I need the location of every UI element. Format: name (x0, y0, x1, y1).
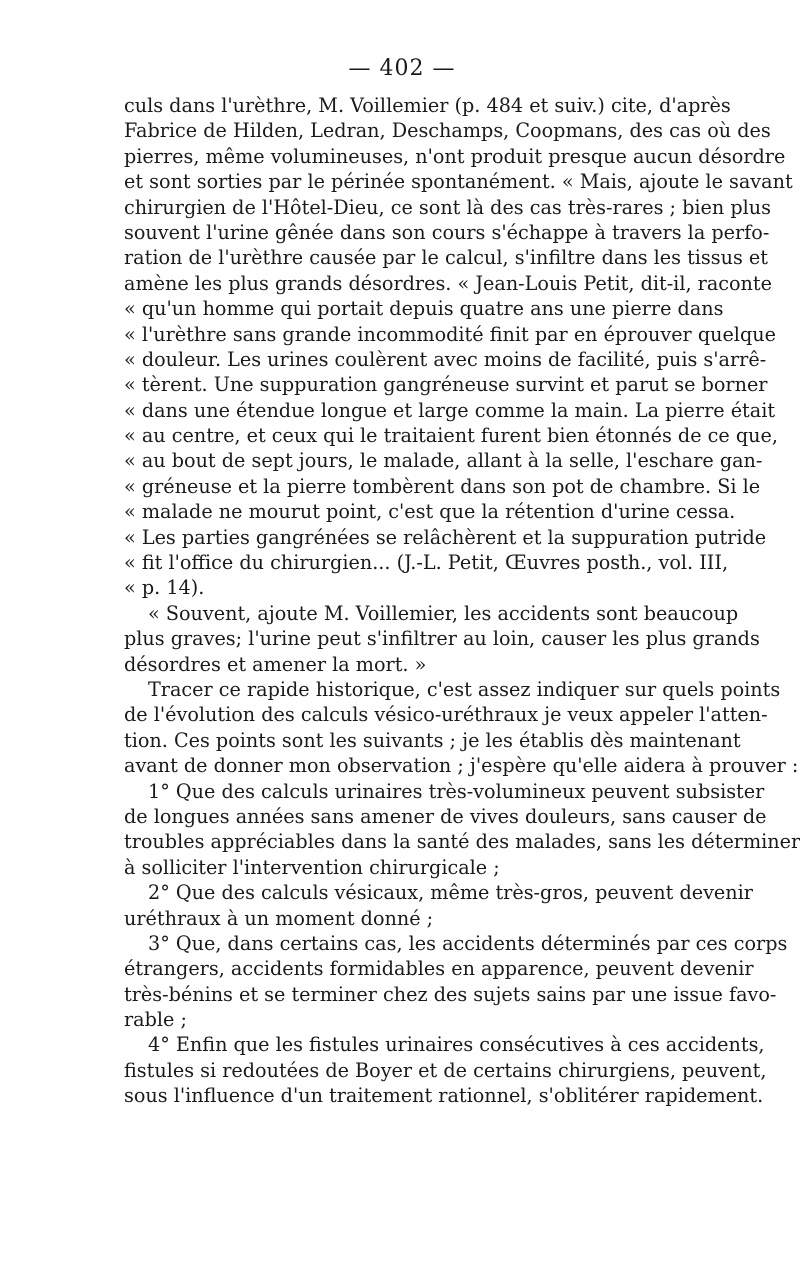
text-line: très-bénins et se terminer chez des sujets sains par une issue favo- (124, 982, 777, 1006)
text-line: chirurgien de l'Hôtel-Dieu, ce sont là des cas très-rares ; bien plus (124, 195, 771, 219)
text-line: étrangers, accidents formidables en apparence, peuvent devenir (124, 957, 754, 981)
text-line: « malade ne mourut point, c'est que la rétention d'urine cessa. (124, 500, 736, 524)
text-line: uréthraux à un moment donné ; (124, 906, 434, 930)
text-line: « dans une étendue longue et large comme la main. La pierre était (124, 398, 776, 422)
text-line: 3° Que, dans certains cas, les accidents déterminés par ces corps (148, 931, 788, 955)
text-line: « douleur. Les urines coulèrent avec moins de facilité, puis s'arrê- (124, 347, 767, 371)
text-line: troubles appréciables dans la santé des malades, sans les déterminer (124, 830, 800, 854)
text-line: « gréneuse et la pierre tombèrent dans son pot de chambre. Si le (124, 474, 761, 498)
text-line: « au bout de sept jours, le malade, allant à la selle, l'eschare gan- (124, 449, 763, 473)
text-line: à solliciter l'intervention chirurgicale ; (124, 855, 500, 879)
text-line: « Les parties gangrénées se relâchèrent et la suppuration putride (124, 525, 767, 549)
text-line: « p. 14). (124, 576, 205, 600)
text-line: « fit l'office du chirurgien... (J.-L. Petit, Œuvres posth., vol. III, (124, 551, 729, 575)
text-line: Fabrice de Hilden, Ledran, Deschamps, Coopmans, des cas où des (124, 119, 771, 143)
text-line: « l'urèthre sans grande incommodité finit par en éprouver quelque (124, 322, 776, 346)
text-line: tion. Ces points sont les suivants ; je les établis dès maintenant (124, 728, 741, 752)
text-line: 2° Que des calculs vésicaux, même très-gros, peuvent devenir (148, 881, 753, 905)
text-line: de l'évolution des calculs vésico-uréthraux je veux appeler l'atten- (124, 703, 768, 727)
text-line: « tèrent. Une suppuration gangréneuse survint et parut se borner (124, 373, 768, 397)
text-line: ration de l'urèthre causée par le calcul, s'infiltre dans les tissus et (124, 246, 768, 270)
text-line: 1° Que des calculs urinaires très-volumineux peuvent subsister (148, 779, 765, 803)
text-line: pierres, même volumineuses, n'ont produit presque aucun désordre (124, 144, 786, 168)
text-line: « au centre, et ceux qui le traitaient furent bien étonnés de ce que, (124, 424, 778, 448)
text-line: désordres et amener la mort. » (124, 652, 427, 676)
text-body (124, 93, 800, 1109)
text-line: sous l'influence d'un traitement rationnel, s'oblitérer rapidement. (124, 1084, 764, 1108)
text-line: Tracer ce rapide historique, c'est assez indiquer sur quels points (148, 677, 781, 701)
text-line: culs dans l'urèthre, M. Voillemier (p. 484 et suiv.) cite, d'après (124, 94, 731, 117)
text-line: souvent l'urine gênée dans son cours s'échappe à travers la perfo- (124, 220, 770, 244)
text-line: avant de donner mon observation ; j'espère qu'elle aidera à prouver : (124, 754, 799, 778)
text-line: amène les plus grands désordres. « Jean-Louis Petit, dit-il, raconte (124, 271, 772, 295)
text-line: de longues années sans amener de vives douleurs, sans causer de (124, 804, 767, 828)
text-line: plus graves; l'urine peut s'infiltrer au loin, causer les plus grands (124, 627, 760, 651)
text-line: 4° Enfin que les fistules urinaires consécutives à ces accidents, (148, 1033, 765, 1057)
page-number: — 402 — (348, 56, 456, 81)
text-line: « qu'un homme qui portait depuis quatre ans une pierre dans (124, 297, 724, 321)
text-line: fistules si redoutées de Boyer et de certains chirurgiens, peuvent, (124, 1058, 767, 1082)
text-line: et sont sorties par le périnée spontanément. « Mais, ajoute le savant (124, 170, 793, 194)
text-line: rable ; (124, 1008, 187, 1032)
text-line: « Souvent, ajoute M. Voillemier, les accidents sont beaucoup (148, 601, 739, 625)
